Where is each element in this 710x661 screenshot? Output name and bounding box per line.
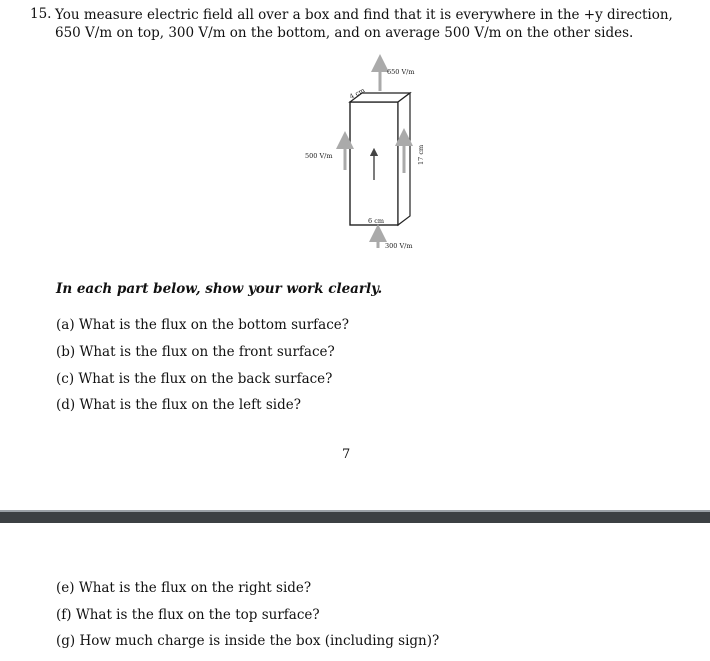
part-c: (c) What is the flux on the back surface? [56, 371, 333, 387]
side-field-label: 500 V/m [305, 152, 333, 160]
page-number: 7 [342, 447, 351, 462]
top-field-label: 650 V/m [387, 68, 415, 76]
depth-dimension-label: 4 cm [348, 86, 367, 101]
part-f: (f) What is the flux on the top surface? [56, 607, 320, 623]
page-break [0, 512, 710, 523]
instruction-text: In each part below, show your work clearly. [56, 281, 383, 297]
part-g: (g) How much charge is inside the box (including sign)? [56, 633, 440, 649]
height-dimension-label: 17 cm [417, 144, 425, 165]
part-a: (a) What is the flux on the bottom surface? [56, 317, 350, 333]
question-number: 15. [30, 6, 52, 22]
part-b: (b) What is the flux on the front surface? [56, 344, 335, 360]
bottom-field-label: 300 V/m [385, 242, 413, 250]
part-e: (e) What is the flux on the right side? [56, 580, 312, 596]
box-field-figure [290, 45, 440, 265]
width-dimension-label: 6 cm [368, 217, 385, 225]
part-d: (d) What is the flux on the left side? [56, 397, 301, 413]
question-text: You measure electric field all over a box and find that it is everywhere in the +y direction, 650 V/m on top, 300 V/m on the bottom, and on average 500 V/m on the other sides. [55, 7, 673, 41]
